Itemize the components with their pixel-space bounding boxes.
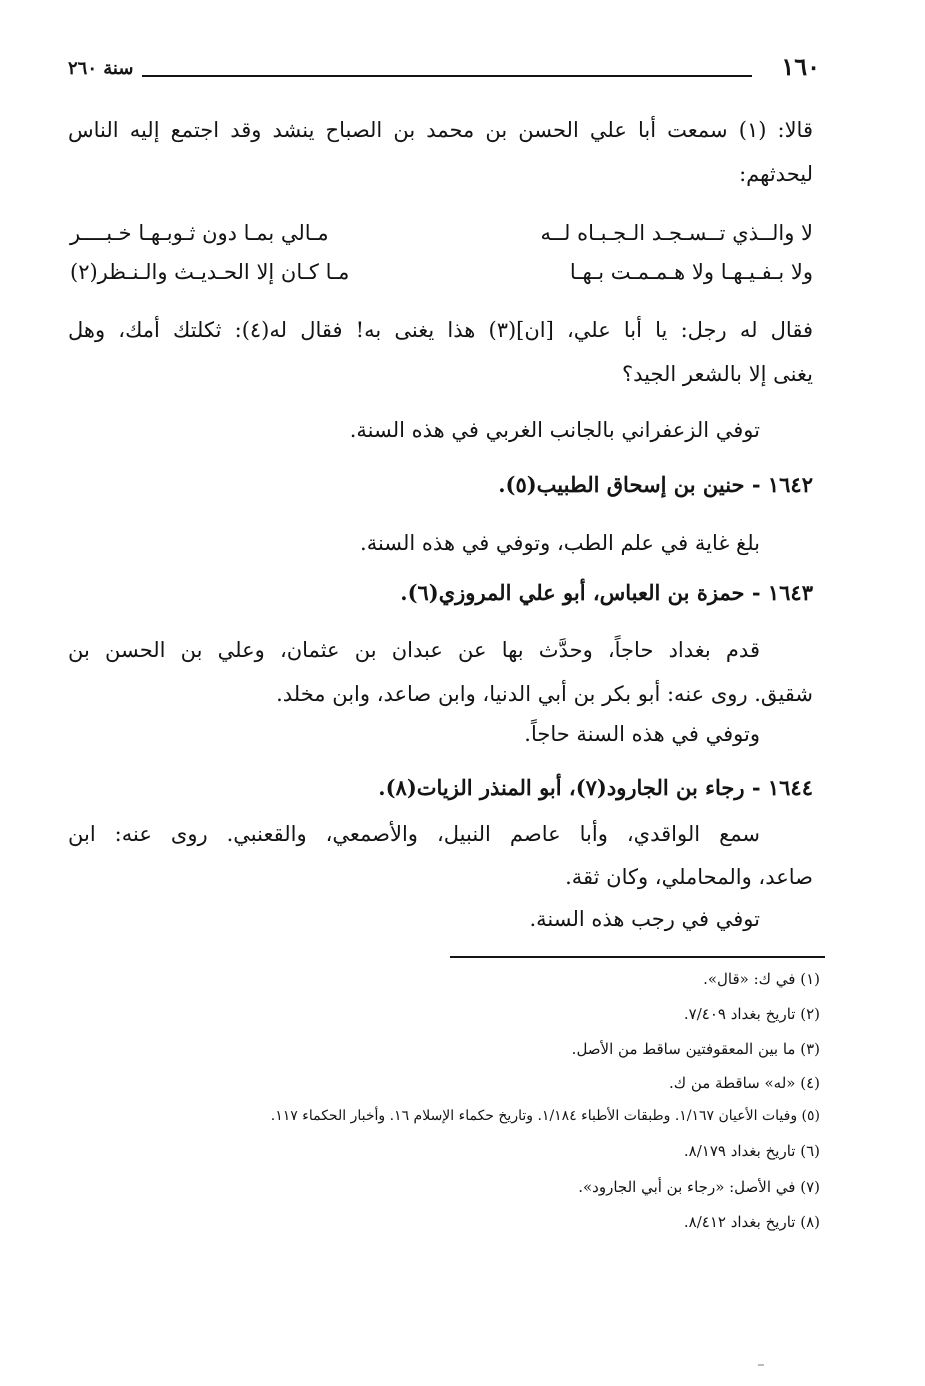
poem-verse-2-second-half: مـا كـان إلا الحـديـث والـنـظر(٢) bbox=[70, 260, 350, 284]
footnote-1: (١) في ك: «قال». bbox=[703, 970, 820, 988]
poem-verse-1-second-half: مـالي بمـا دون ثـوبـهـا خـبــــر bbox=[70, 221, 329, 245]
footnote-6: (٦) تاريخ بغداد ٨/١٧٩. bbox=[683, 1142, 820, 1160]
footnote-rule bbox=[450, 956, 825, 958]
entry-heading-1644: ١٦٤٤ - رجاء بن الجارود(٧)، أبو المنذر الزيات(٨). bbox=[378, 775, 813, 800]
entry-1643-line-3: وتوفي في هذه السنة حاجاً. bbox=[524, 722, 760, 746]
footnote-7: (٧) في الأصل: «رجاء بن أبي الجارود». bbox=[578, 1178, 820, 1196]
header-rule bbox=[142, 75, 752, 77]
footnote-3: (٣) ما بين المعقوفتين ساقط من الأصل. bbox=[571, 1040, 820, 1058]
scan-speck bbox=[758, 1364, 764, 1366]
poem-verse-1-first-half: لا والــذي تــسـجـد الـجـبـاه لــه bbox=[540, 221, 813, 245]
footnote-4: (٤) «له» ساقطة من ك. bbox=[668, 1074, 820, 1092]
entry-1642-line-1: بلغ غاية في علم الطب، وتوفي في هذه السنة. bbox=[360, 531, 760, 555]
paragraph-1-line-2: يغنى إلا بالشعر الجيد؟ bbox=[621, 362, 813, 386]
intro-line-2: ليحدثهم: bbox=[739, 162, 813, 186]
intro-line-1: قالا: (١) سمعت أبا علي الحسن بن محمد بن الصباح ينشد وقد اجتمع إليه الناس bbox=[68, 118, 813, 142]
footnote-8: (٨) تاريخ بغداد ٨/٤١٢. bbox=[683, 1213, 820, 1231]
entry-heading-1643: ١٦٤٣ - حمزة بن العباس، أبو علي المروزي(٦). bbox=[400, 580, 813, 605]
entry-1643-line-2: شقيق. روى عنه: أبو بكر بن أبي الدنيا، وابن صاعد، وابن مخلد. bbox=[276, 682, 813, 706]
entry-1644-line-3: توفي في رجب هذه السنة. bbox=[529, 907, 760, 931]
running-header-year: سنة ٢٦٠ bbox=[68, 58, 134, 79]
paragraph-1-line-1: فقال له رجل: يا أبا علي، [ان](٣) هذا يغنى به! فقال له(٤): ثكلتك أمك، وهل bbox=[68, 318, 813, 342]
poem-verse-2-first-half: ولا بـفـيـهـا ولا هـمـمـت بـهـا bbox=[569, 260, 813, 284]
footnote-5: (٥) وفيات الأعيان ١/١٦٧. وطبقات الأطباء ١/١٨٤. وتاريخ حكماء الإسلام ١٦. وأخبار الحكماء ١١٧. bbox=[270, 1108, 820, 1124]
footnote-2: (٢) تاريخ بغداد ٧/٤٠٩. bbox=[683, 1005, 820, 1023]
entry-1644-line-2: صاعد، والمحاملي، وكان ثقة. bbox=[565, 865, 813, 889]
entry-1644-line-1: سمع الواقدي، وأبا عاصم النبيل، والأصمعي، والقعنبي. روى عنه: ابن bbox=[68, 822, 760, 846]
death-note: توفي الزعفراني بالجانب الغربي في هذه السنة. bbox=[349, 418, 760, 442]
entry-1643-line-1: قدم بغداد حاجاً، وحدَّث بها عن عبدان بن عثمان، وعلي بن الحسن بن bbox=[68, 638, 760, 662]
entry-heading-1642: ١٦٤٢ - حنين بن إسحاق الطبيب(٥). bbox=[498, 472, 813, 497]
page-number: ١٦٠ bbox=[781, 52, 820, 81]
